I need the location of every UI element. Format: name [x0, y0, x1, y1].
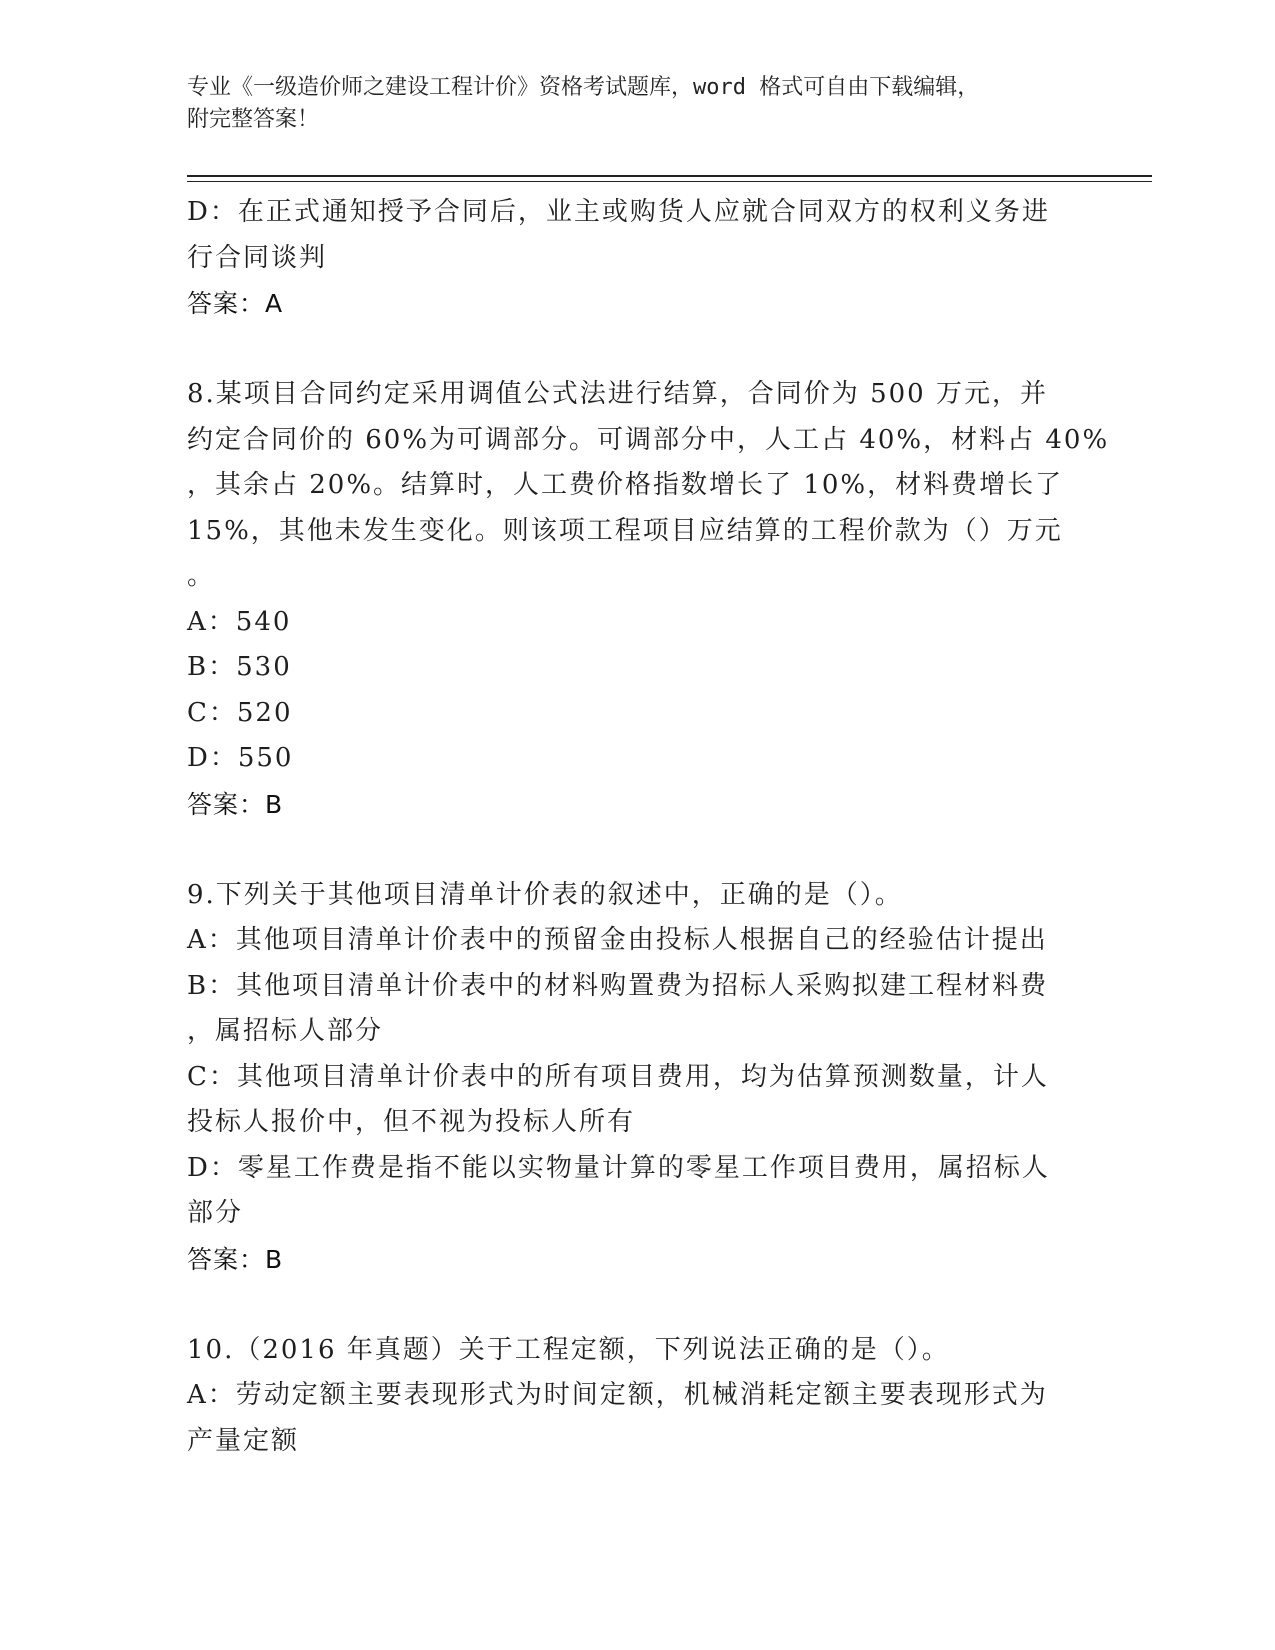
q9-option-b-line-1: B：其他项目清单计价表中的材料购置费为招标人采购拟建工程材料费 [187, 970, 1049, 1001]
q9-option-a-line-1: A：其他项目清单计价表中的预留金由投标人根据自己的经验估计提出 [187, 925, 1048, 955]
header-line-2: 附完整答案！ [187, 107, 320, 132]
q10-stem: 10.（2016 年真题）关于工程定额，下列说法正确的是（）。 [187, 1334, 950, 1365]
header-line-1: 专业《一级造价师之建设工程计价》资格考试题库，word 格式可自由下载编辑， [187, 75, 980, 100]
q9-option-d-line-2: 部分 [187, 1198, 244, 1228]
q8-stem-line-1: 8.某项目合同约定采用调值公式法进行结算，合同价为 500 万元，并 [187, 379, 1048, 409]
q8-option-c: C：520 [187, 697, 293, 728]
prev-question [187, 190, 1077, 327]
spacer [187, 327, 1077, 373]
q9-option-c-line-2: 投标人报价中，但不视为投标人所有 [187, 1107, 636, 1137]
page-header [187, 72, 1087, 136]
q9-option-c-line-1: C：其他项目清单计价表中的所有项目费用，均为估算预测数量，计人 [187, 1061, 1049, 1092]
question-10 [187, 1328, 1077, 1465]
q8-option-a: A：540 [187, 606, 292, 637]
question-8 [187, 372, 1110, 827]
q8-stem-line-4: 15%，其他未发生变化。则该项工程项目应结算的工程价款为（）万元 [187, 515, 1063, 546]
q8-option-d: D：550 [187, 743, 294, 773]
q8-stem-line-5: 。 [187, 561, 216, 591]
q9-stem: 9.下列关于其他项目清单计价表的叙述中，正确的是（）。 [187, 879, 903, 910]
prev-answer: 答案：A [187, 289, 284, 318]
spacer [187, 1282, 1077, 1328]
document-body [187, 190, 1110, 1464]
q9-option-b-line-2: ，属招标人部分 [187, 1016, 384, 1046]
q10-option-a-line-1: A：劳动定额主要表现形式为时间定额，机械消耗定额主要表现形式为 [187, 1380, 1048, 1410]
spacer [187, 827, 1077, 873]
prev-option-d-line-1: D：在正式通知授予合同后，业主或购货人应就合同双方的权利义务进 [187, 197, 1050, 227]
q10-option-a-line-2: 产量定额 [187, 1425, 300, 1456]
header-rule-thick [187, 175, 1152, 177]
q9-answer: 答案：B [187, 1244, 284, 1274]
question-9 [187, 873, 1077, 1283]
q8-stem-line-3: ，其余占 20%。结算时，人工费价格指数增长了 10%，材料费增长了 [187, 470, 1064, 500]
prev-option-d-line-2: 行合同谈判 [187, 242, 328, 273]
q8-answer: 答案：B [187, 789, 284, 819]
q8-stem-line-2: 约定合同价的 60%为可调部分。可调部分中，人工占 40%，材料占 40% [187, 424, 1110, 455]
q9-option-d-line-1: D：零星工作费是指不能以实物量计算的零星工作项目费用，属招标人 [187, 1152, 1050, 1183]
header-rule-thin [187, 181, 1152, 182]
q8-option-b: B：530 [187, 652, 292, 682]
